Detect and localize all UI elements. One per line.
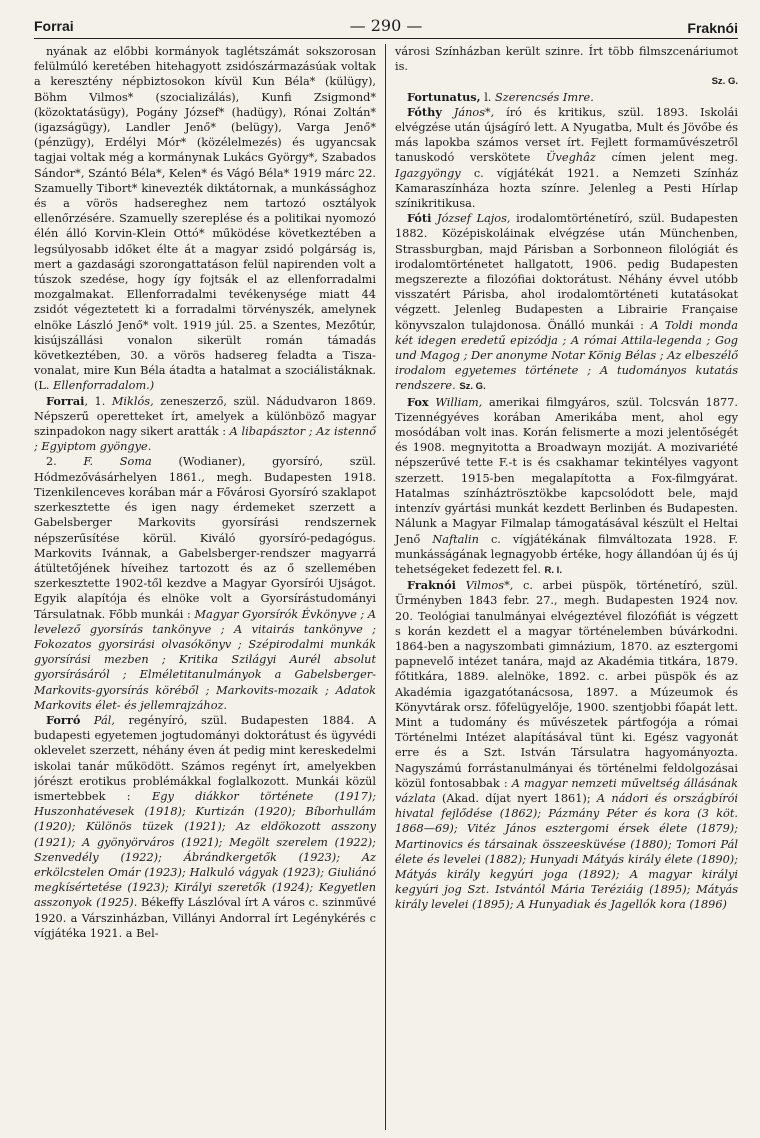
entry-headword: Forrai [46, 393, 85, 408]
entry-fortunatus [395, 90, 738, 105]
entry-text: amerikai filmgyáros, szül. Tolcsván 1877. Tizennégyéves korában Amerikába ment, ahol egy mosódában volt inas. Korán felismerte a mozi jelentőségét és 1908. megnyitotta a Broadwayn moziját. A mozivariété népszerűvé tette F.-t is és csakhamar tekintélyes vagyont szerzett. 1915-ben megalapította a Fox-filmgyárat. Hatalmas színháztrösztökbe kapcsolódott bele, majd intenzív gyártási munkát kezdett Berlinben és Budapesten. Nálunk a Magyar Filmalap támogatásával készült el Heltai Jenő [395, 395, 738, 546]
entry-works: Egy diákkor története (1917); Huszonhatévesek (1918); Kurtizán (1920); Bíborhullám (1920); Különös tüzek (1921); Az eldökozott asszony (1921); A gyönyörváros (1921); Megölt szerelem (1922); Szenvedély (1922); Ábrándkergetők (1923); Az erkölcstelen Omár (1923); Halkuló vágyak (1923); Giuliánó megkísértetése (1923); Királyi szeretők (1924); Kegyetlen asszonyok (1925). [34, 789, 377, 910]
entry-text: (Akad. díjat nyert 1861); [441, 791, 591, 805]
entry-name: F. Soma [83, 455, 152, 469]
entry-text: író és kritikus, szül. 1893. Iskolái elvégzése után újságíró lett. A Nyugatba, Mult és Jövőbe és más lapokba számos verset írt. Fejlett formaművészetről tanuskodó verskötete [395, 105, 738, 165]
header-left-keyword: Forrai [34, 18, 74, 34]
entry-name: William, [435, 395, 483, 409]
entry-works: Üveghâz [546, 151, 596, 165]
entry-text: l. [484, 90, 492, 104]
page-number: — 290 — [349, 16, 423, 35]
author-signature: Sz. G. [459, 381, 486, 393]
entry-text: irodalomtörténetíró, szül. Budapesten 1882. Középiskoláinak elvégzése után Münchenben, Strassburgban, majd Párisban a Sorbonneon filológiát és irodalomtörténetet hallgatott, 1906. pedig Budapesten megszerezte a filozófiai doktorátust. Néhány évvel utóbb visszatért Párisba, ahol irodalomtörténeti kutatásokat végzett. Jelenleg Budapesten a Librairie Française könyvszalon tulajdonosa. Önálló munkái : [395, 212, 738, 332]
header-right-keyword: Fraknói [687, 20, 738, 36]
continued-paragraph [395, 44, 738, 90]
entry-fothy [395, 105, 738, 211]
paragraph-text: városi Színházban került szinre. Írt több filmszcenáriumot is. [395, 45, 738, 74]
cross-reference: Ellenforradalom.) [53, 379, 155, 393]
running-header [34, 14, 738, 40]
entry-text: címen jelent meg. [611, 151, 738, 165]
entry-text: c. vígjátékát 1921. a Nemzeti Színház Kamaraszínháza hozta színre. Jelenleg a Pesti Hírlap színikritikusa. [395, 166, 738, 211]
entry-text: c. vígjátékának filmváltozata 1928. F. munkásságának legnagyobb értéke, hogy állandóan új és új tehetségeket fedezett fel. [395, 532, 738, 576]
entry-fraknoi [395, 578, 738, 912]
entry-headword: Fox [407, 394, 429, 409]
entry-works: A Toldi monda két idegen eredetű epizódja ; A római Attila-legenda ; Gog und Magog ; Der anonyme Notar König Bélas ; Az elbeszélő irodalom egyetemes története ; A tudományos kutatás rendszere. [395, 318, 738, 393]
entry-works: A nádori és országbírói hivatal fejlődése (1862); Pázmány Péter és kora (3 köt. 1868—69); Vitéz János esztergomi érsek élete (1879); Martinovics és társainak összeesküvése (1880); Tomori Pál élete és levelei (1882); Hunyadi Mátyás király élete (1890); Mátyás király kegyúri joga (1892); A magyar királyi kegyúri jog Szt. Istvántól Mária Teréziáig (1895); Mátyás király levelei (1895); A Hunyadiak és Jagellók kora (1896) [395, 791, 738, 912]
entry-headword: Fóthy [407, 104, 442, 119]
entry-works: Magyar Gyorsírók Évkönyve ; A levelező gyorsírás tankönyve ; A vitairás tankönyve ; Fokozatos gyorsirási olvasókönyv ; Szépirodalmi munkák gyorsírási mezben ; Kritika Szilágyi Aurél absolut gyorsírásáról ; Elméletitanulmányok a Gabelsberger-Markovits-gyorsírás köréből ; Markovits-mozaik ; Adatok Markovits élet- és jellemrajzához. [34, 607, 376, 712]
author-signature: Sz. G. [711, 76, 738, 88]
entry-works: Igazgyöngy [395, 166, 461, 180]
entry-text: c. arbei püspök, történetíró, szül. Ürményben 1843 febr. 27., megh. Budapesten 1924 nov. 20. Teológiai tanulmányai elvégeztével filozófiát is végzett s korán kezdett el a magyar történelemben búvárkodni. 1864-ben a nagyszombati gimnázium, 1870. az esztergomi papnevelő intézet tanára, majd az Akadémia titkára, 1879. főtitkára, 1889. alelnöke, 1892. c. arbei püspök és az Akadémia igazgatótanácsosa, 1897. a Múzeumok és Könyvtárak orsz. főfelügyelője, 1900. szentjobbi főapát lett. Mint a tudomány és művészetek pártfogója a római Történelmi Intézet alapításával tünt ki. Egész vagyonát erre és a Szt. István Társulatra hagyományozta. Nagyszámú forrástanulmányai és történelmi feldolgozásai közül fontosabbak : [395, 579, 738, 790]
entry-works: A libapásztor ; Az istennő ; Egyiptom gyöngye. [34, 425, 376, 454]
entry-forro [34, 713, 376, 941]
cross-reference: Szerencsés Imre. [495, 90, 594, 104]
entry-name: János*, [453, 105, 495, 119]
entry-foti [395, 211, 738, 394]
entry-headword: Fraknói [407, 578, 456, 593]
entry-name: Pál, [93, 713, 115, 727]
entry-forrai [34, 394, 376, 455]
left-column [34, 44, 386, 1130]
entry-works: Naftalin [432, 532, 479, 546]
two-column-body [34, 44, 738, 1130]
entry-text: regényíró, szül. Budapesten 1884. A budapesti egyetemen jogtudományi doktorátust és ügyvédi oklevelet szerzett, néhány éven át pedig mint kereskedelmi iskolai tanár működött. Számos regényt írt, amelyekben jórészt erotikus problémákkal foglalkozott. Munkái közül ismertebbek : [34, 713, 376, 803]
entry-text: , 1. [84, 394, 106, 408]
author-signature: R. I. [544, 564, 562, 576]
entry-name: József Lajos, [437, 212, 511, 226]
header-rule [34, 38, 738, 39]
entry-forrai-soma [34, 454, 376, 712]
paragraph-text: nyának az előbbi kormányok taglétszámát sokszorosan felülmúló keretében hitehagyott zsidószármazásúak voltak a keresztény népbiztosokon kívül Kun Béla* (külügy), Böhm Vilmos* (szocializálás), Kunfi Zsigmond* (közoktatásügy), Pogány József* (hadügy), Rónai Zoltán* (igazságügy), Landler Jenő* (belügy), Varga Jenő* (pénzügy), Erdélyi Mór* (közélelmezés) és ugyancsak tagjai voltak még a kormánynak Lukács György*, Szabados Sándor*, Szántó Béla*, Kelen* és Vágó Béla* 1919 márc 22. Szamuelly Tibort* kinevezték diktátornak, a munkássághoz és a vörös hadsereghez nem tartozó osztályok ellenőrzésére. Szamuelly szereplése és a politikai nyomozó élén álló Korvin-Klein Ottó* működése következtében a legsúlyosabb időket élte át a magyar zsidó polgárság is, mert a gazdasági szorongattatáson felül napirenden volt a túszok szedése, hogy így fojtsák el az ellenforradalmi mozgalmakat. Ellenforradalmi tevékenysége miatt 44 zsidót végeztetett ki a forradalmi törvényszék, amelynek elnöke László Jenő* volt. 1919 júl. 25. a Szentes, Mezőtúr, kisújszállási vonalon sikerült román támadás következtében, 30. a vörös hadsereg feladta a Tisza-vonalat, mire Kun Béla átadta a hatalmat a szociálistáknak. (L. [34, 45, 376, 393]
entry-text: (Wodianer), gyorsíró, szül. Hódmezővásárhelyen 1861., megh. Budapesten 1918. Tizenkilenceves korában már a Fővárosi Gyorsíró szaklapot szerkesztette és igen nagy érdemeket szerzett a Gabelsberger Markovits gyorsírási rendszernek népszerűsítése körül. Kiváló gyorsíró-pedagógus. Markovits Ivánnak, a Gabelsberger-rendszer magyarrá átültetőjének híveihez tartozott és az ő szellemében szerkesztette 1902-től kezdve a Magyar Gyorsírói Ujságot. Egyik alapítója és elnöke volt a Gyorsírástudományi Társulatnak. Főbb munkái : [34, 455, 377, 621]
continued-paragraph [34, 44, 376, 394]
entry-text: 2. [46, 455, 57, 469]
entry-fox [395, 395, 738, 578]
entry-headword: Fortunatus, [407, 89, 481, 104]
right-column [386, 44, 738, 1130]
entry-headword: Forró [46, 712, 81, 727]
entry-text: Békeffy Lászlóval írt A város c. szinművé 1920. a Várszinházban, Villányi Andorral írt Legénykérés c vígjátéka 1921. a Bel- [34, 896, 377, 940]
entry-text: zeneszerző, szül. Nádudvaron 1869. Népszerű operetteket írt, amelyek a különböző magyar szinpadokon nagy sikert aratták : [34, 394, 377, 439]
entry-headword: Fóti [407, 211, 432, 226]
entry-name: Miklós, [111, 394, 154, 408]
entry-works: A magyar nemzeti műveltség állásának vázlata [395, 776, 738, 805]
entry-name: Vilmos*, [465, 579, 514, 593]
